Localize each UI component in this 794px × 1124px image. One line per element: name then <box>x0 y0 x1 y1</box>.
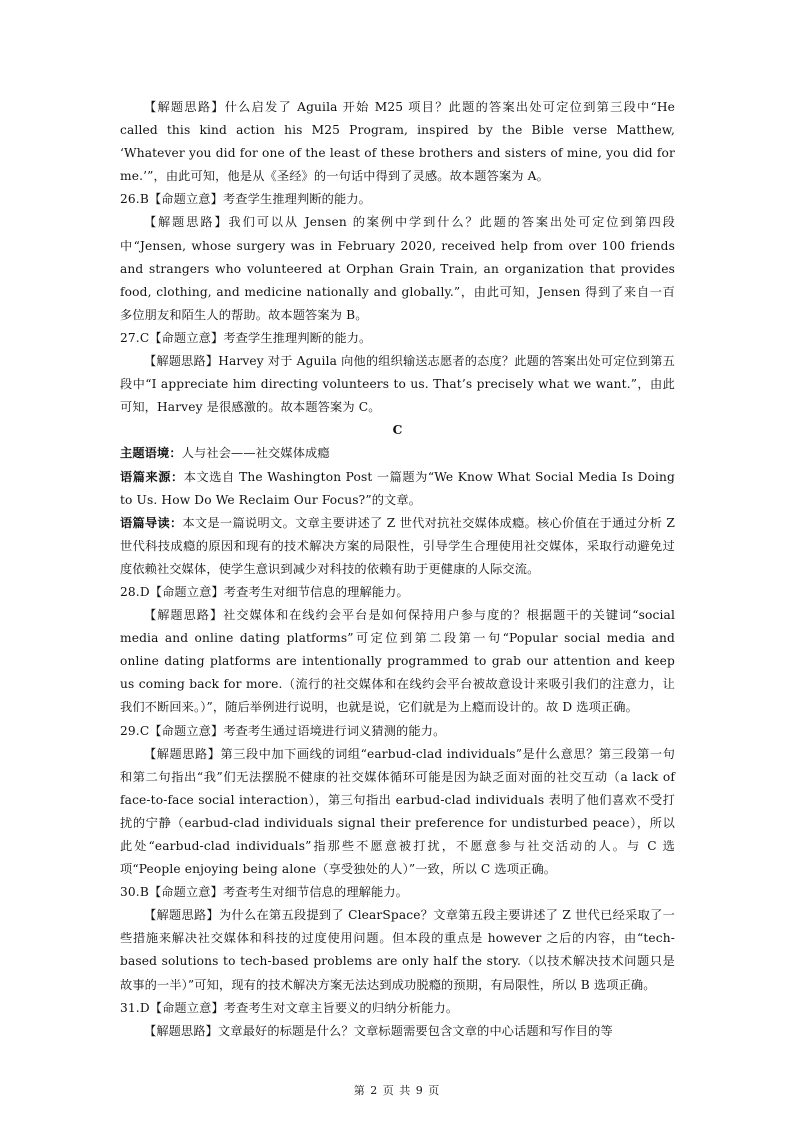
paragraph-30-intent: 30.B【命题立意】考查考生对细节信息的理解能力。 <box>120 885 409 900</box>
paragraph-31-analysis: 【解题思路】文章最好的标题是什么？文章标题需要包含文章的中心话题和写作目的等 <box>144 1023 613 1038</box>
paragraph-27-intent: 27.C【命题立意】考查学生推理判断的能力。 <box>120 330 372 345</box>
paragraph-26-intent: 26.B【命题立意】考查学生推理判断的能力。 <box>120 192 372 207</box>
theme-context-label: 主题语境： <box>120 446 182 461</box>
paragraph-29-analysis: 【解题思路】第三段中加下画线的词组“earbud-clad individuals”是什么意思？第三段第一句和第二句指出“我”们无法摆脱不健康的社交媒体循环可能是因为缺乏面对面的社交互动（a lack of face-to-face social interaction），第三句指出 earbud-clad individuals 表明了他们喜欢不受打扰的宁静（earbud-clad individuals signal their preference for undisturbed peace），所以此处“earbud-clad individuals”指那些不愿意被打扰，不愿意参与社交活动的人。与 C 选项“People enjoying being alone（享受独处的人）”一致，所以 C 选项正确。 <box>120 746 675 877</box>
paragraph-29-intent: 29.C【命题立意】考查考生通过语境进行词义猜测的能力。 <box>120 723 446 738</box>
text-guide-label: 语篇导读： <box>120 515 183 530</box>
paragraph-25-analysis: 【解题思路】什么启发了 Aguila 开始 M25 项目？此题的答案出处可定位到第三段中“He called this kind action his M25 Program, inspired by the Bible verse Matthew, ‘Whatever you did for one of the least of these brothers and sisters of mine, you did for me.’”，由此可知，他是从《圣经》的一句话中得到了灵感。故本题答案为 A。 <box>120 100 675 184</box>
theme-context <box>120 442 675 465</box>
text-source <box>120 466 675 512</box>
theme-context-text: 人与社会——社交媒体成瘾 <box>181 446 330 461</box>
paragraph-28-analysis: 【解题思路】社交媒体和在线约会平台是如何保持用户参与度的？根据题干的关键词“social media and online dating platforms”可定位到第二段第一句“Popular social media and online dating platforms are intentionally programmed to grab our attention and keep us coming back for more.（流行的社交媒体和在线约会平台被故意设计来吸引我们的注意力，让我们不断回来。）”，随后举例进行说明，也就是说，它们就是为上瘾而设计的。故 D 选项正确。 <box>120 608 675 715</box>
text-guide-text: 本文是一篇说明文。文章主要讲述了 Z 世代对抗社交媒体成瘾。核心价值在于通过分析 Z 世代科技成瘾的原因和现有的技术解决方案的局限性，引导学生合理使用社交媒体，采取行动避免过度依赖社交媒体，使学生意识到减少对科技的依赖有助于更健康的人际交流。 <box>120 515 676 576</box>
paragraph-31-intent: 31.D【命题立意】考查考生对文章主旨要义的归纳分析能力。 <box>120 1000 459 1015</box>
page-footer: 第 2 页 共 9 页 <box>353 1084 441 1097</box>
text-source-text: 本文选自 The Washington Post 一篇题为“We Know What Social Media Is Doing to Us. How Do We Reclaim Our Focus?”的文章。 <box>120 469 675 507</box>
paragraph-27-analysis: 【解题思路】Harvey 对于 Aguila 向他的组织输送志愿者的态度？此题的答案出处可定位到第五段中“I appreciate him directing volunteers to us. That’s precisely what we want.”，由此可知，Harvey 是很感激的。故本题答案为 C。 <box>120 354 675 415</box>
paragraph-30-analysis: 【解题思路】为什么在第五段提到了 ClearSpace？文章第五段主要讲述了 Z 世代已经采取了一些措施来解决社交媒体和科技的过度使用问题。但本段的重点是 however 之后的内容，由“tech-based solutions to tech-based problems are only half the story.（以技术解决技术问题只是故事的一半）”可知，现有的技术解决方案无法达到成功脱瘾的预期，有局限性，所以 B 选项正确。 <box>120 908 675 992</box>
paragraph-28-intent: 28.D【命题立意】考查考生对细节信息的理解能力。 <box>120 584 409 599</box>
text-guide <box>120 512 675 581</box>
paragraph-26-analysis: 【解题思路】我们可以从 Jensen 的案例中学到什么？此题的答案出处可定位到第四段中“Jensen, whose surgery was in February 2020, received help from over 100 friends and strangers who volunteered at Orphan Grain Train, an organization that provides food, clothing, and medicine nationally and globally.”，由此可知，Jensen 得到了来自一百多位朋友和陌生人的帮助。故本题答案为 B。 <box>120 215 675 322</box>
section-heading-c: C <box>392 423 403 438</box>
document-body <box>120 96 675 1043</box>
text-source-label: 语篇来源： <box>120 469 184 484</box>
